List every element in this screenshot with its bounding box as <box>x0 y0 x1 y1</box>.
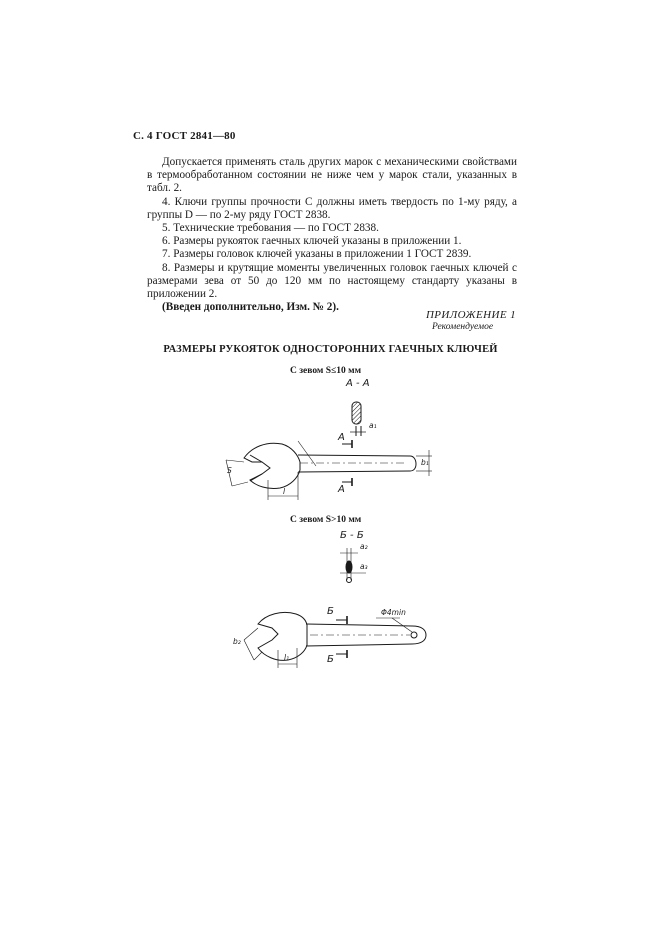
section-a-label: А - А <box>346 378 370 389</box>
amendment-note: (Введен дополнительно, Изм. № 2). <box>162 301 339 314</box>
dim-l: l <box>283 487 286 496</box>
section-b-shape <box>346 561 352 573</box>
cut-a-bottom: А <box>338 484 345 495</box>
cut-a-top: А <box>338 432 345 443</box>
dim-a3: a₃ <box>360 562 368 571</box>
appendix-title: ПРИЛОЖЕНИЕ 1 <box>425 309 516 321</box>
dim-b2: b₂ <box>233 637 241 646</box>
figure2-caption: С зевом S>10 мм <box>290 515 362 525</box>
paragraph-7: 7. Размеры головок ключей указаны в приложении 1 ГОСТ 2839. <box>162 248 472 261</box>
dim-hole: Φ4min <box>381 608 406 617</box>
paragraph-6: 6. Размеры рукояток гаечных ключей указаны в приложении 1. <box>162 235 462 248</box>
paragraph-8: 8. Размеры и крутящие моменты увеличенных головок гаечных ключей с размерами зева от 50 до 120 мм по настоящему стандарту указаны в приложении 2. <box>147 261 517 301</box>
dim-b1: b₁ <box>421 458 429 467</box>
paragraph-4: 4. Ключи группы прочности С должны иметь твердость по 1-му ряду, а группы D — по 2-му ряду ГОСТ 2838. <box>147 195 517 221</box>
paragraph-5: 5. Технические требования — по ГОСТ 2838. <box>162 222 379 235</box>
dim-l1: l₁ <box>284 653 290 662</box>
dim-s: S <box>227 466 232 475</box>
appendix-subtitle: Рекомендуемое <box>432 322 494 332</box>
cut-b-bottom: Б <box>327 654 334 665</box>
dim-a1: a₁ <box>369 421 377 430</box>
figure1-caption: С зевом S≤10 мм <box>290 366 362 376</box>
hanging-hole <box>411 632 417 638</box>
dim-a2: a₂ <box>360 542 368 551</box>
section-title: РАЗМЕРЫ РУКОЯТОК ОДНОСТОРОННИХ ГАЕЧНЫХ КЛЮЧЕЙ <box>163 344 498 355</box>
wrench2-head <box>258 612 307 660</box>
cut-b-top: Б <box>327 606 334 617</box>
paragraph-steel-grades: Допускается применять сталь других марок с механическими свойствами в термообработанном состоянии не ниже чем у марок стали, указанных в табл. 2. <box>147 156 517 195</box>
section-b-label: Б - Б <box>340 530 364 541</box>
page-header: С. 4 ГОСТ 2841—80 <box>133 130 236 142</box>
